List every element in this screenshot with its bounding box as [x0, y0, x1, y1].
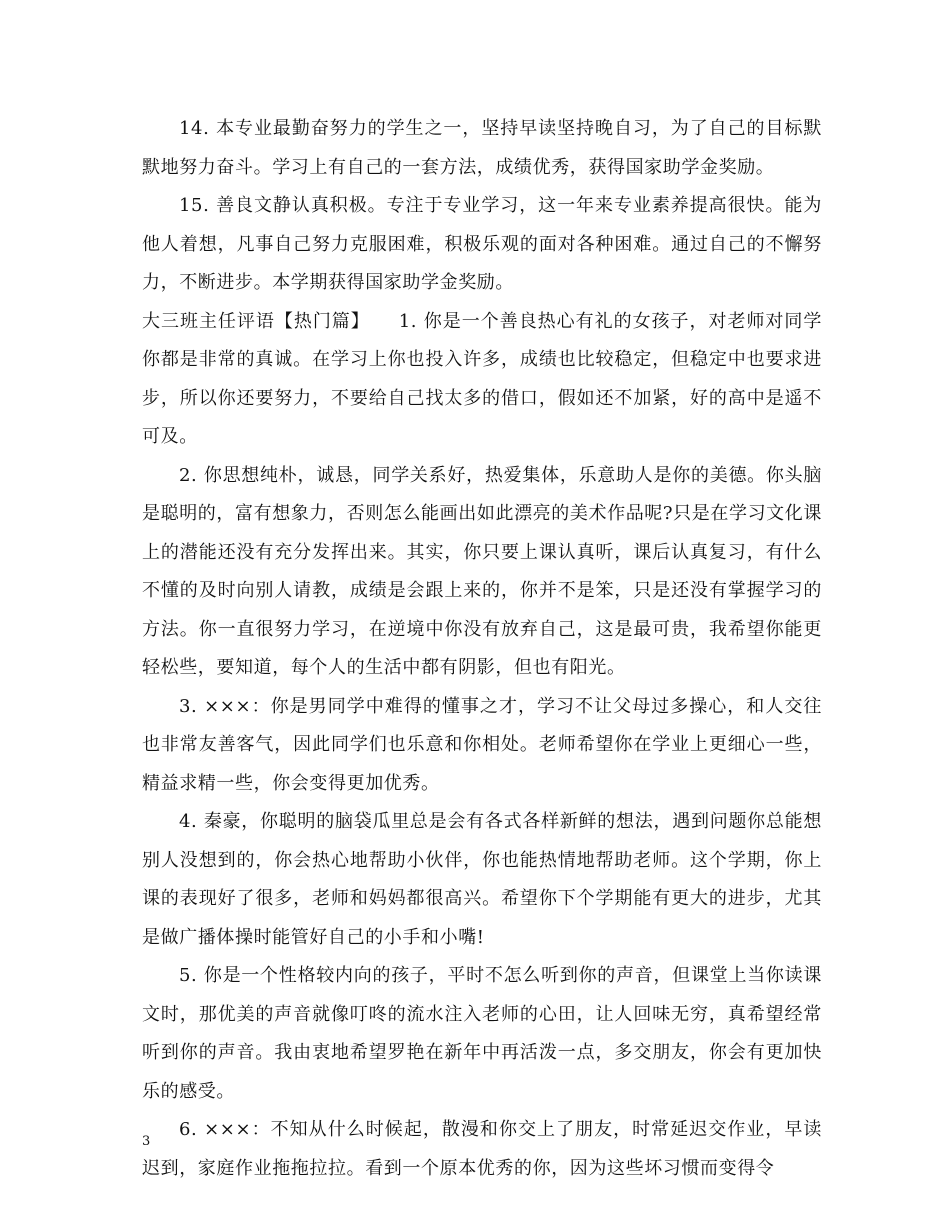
document-body — [142, 110, 822, 1188]
paragraph-6: 6. ×××：不知从什么时候起，散漫和你交上了朋友，时常延迟交作业，早读迟到，家庭作业拖拖拉拉。看到一个原本优秀的你，因为这些坏习惯而变得令 — [142, 1119, 822, 1179]
paragraph-4: 4. 秦豪，你聪明的脑袋瓜里总是会有各式各样新鲜的想法，遇到问题你总能想别人没想到的，你会热心地帮助小伙伴，你也能热情地帮助老师。这个学期，你上课的表现好了很多，老师和妈妈都很高兴。希望你下个学期能有更大的进步，尤其是做广播体操时能管好自己的小手和小嘴! — [142, 811, 822, 948]
paragraph-15: 15. 善良文静认真积极。专注于专业学习，这一年来专业素养提高很快。能为他人着想，凡事自己努力克服困难，积极乐观的面对各种困难。通过自己的不懈努力，不断进步。本学期获得国家助学金奖励。 — [142, 195, 822, 293]
paragraph-14: 14. 本专业最勤奋努力的学生之一，坚持早读坚持晚自习，为了自己的目标默默地努力奋斗。学习上有自己的一套方法，成绩优秀，获得国家助学金奖励。 — [142, 118, 822, 178]
page-number: 3 — [142, 1134, 151, 1149]
paragraph-2: 2. 你思想纯朴，诚恳，同学关系好，热爱集体，乐意助人是你的美德。你头脑是聪明的，富有想象力，否则怎么能画出如此漂亮的美术作品呢?只是在学习文化课上的潜能还没有充分发挥出来。其实，你只要上课认真听，课后认真复习，有什么不懂的及时向别人请教，成绩是会跟上来的，你并不是笨，只是还没有掌握学习的方法。你一直很努力学习，在逆境中你没有放弃自己，这是最可贵，我希望你能更轻松些，要知道，每个人的生活中都有阴影，但也有阳光。 — [142, 464, 822, 678]
section-heading-paragraph-1: 大三班主任评语【热门篇】 1. 你是一个善良热心有礼的女孩子，对老师对同学你都是非常的真诚。在学习上你也投入许多，成绩也比较稳定，但稳定中也要求进步，所以你还要努力，不要给自己找太多的借口，假如还不加紧，好的高中是遥不可及。 — [142, 310, 822, 447]
paragraph-5: 5. 你是一个性格较内向的孩子，平时不怎么听到你的声音，但课堂上当你读课文时，那优美的声音就像叮咚的流水注入老师的心田，让人回味无穷，真希望经常听到你的声音。我由衷地希望罗艳在新年中再活泼一点，多交朋友，你会有更加快乐的感受。 — [142, 965, 822, 1102]
paragraph-3: 3. ×××：你是男同学中难得的懂事之才，学习不让父母过多操心，和人交往也非常友善客气，因此同学们也乐意和你相处。老师希望你在学业上更细心一些，精益求精一些，你会变得更加优秀。 — [142, 695, 822, 794]
